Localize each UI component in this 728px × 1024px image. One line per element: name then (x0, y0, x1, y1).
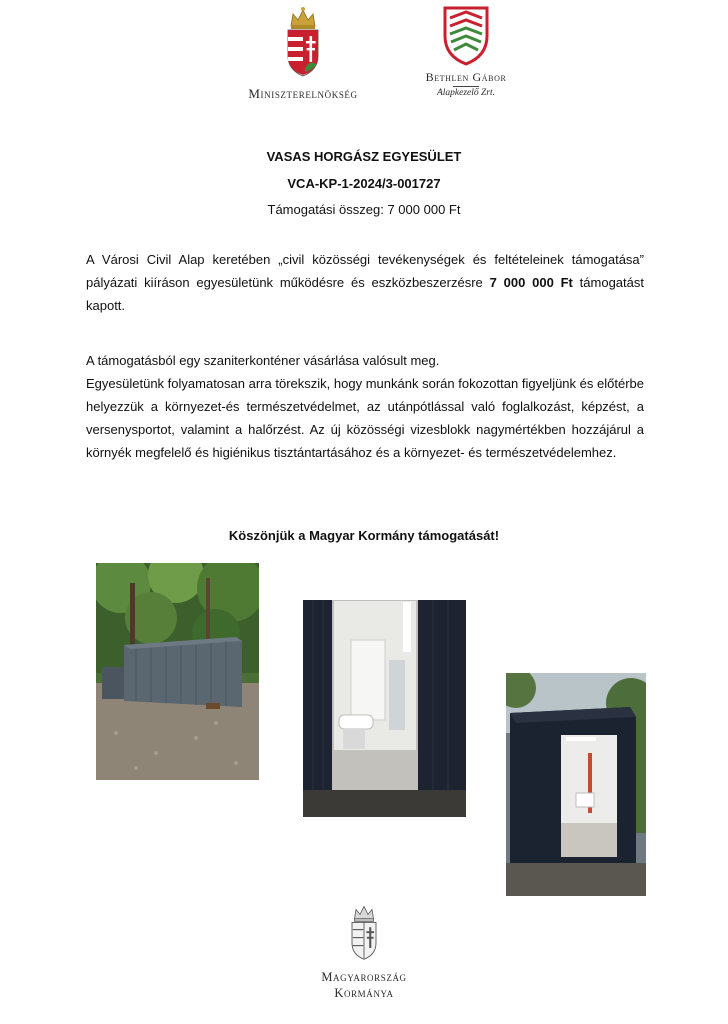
bethlen-gabor-logo-icon (441, 4, 491, 66)
bethlen-gabor-caption: Bethlen Gábor (425, 70, 507, 84)
hungarian-coat-of-arms-icon (348, 900, 380, 964)
paragraph-funding (86, 248, 644, 317)
ministry-caption: Miniszterelnökség (248, 86, 358, 101)
project-code: VCA-KP-1-2024/3-001727 (287, 176, 441, 191)
government-caption-line2: Kormánya (334, 986, 394, 1000)
ministry-logo (222, 4, 384, 102)
paragraph-funding-text: A Városi Civil Alap keretében „civil közösségi tevékenységek és feltételeinek támogatása” pályázati kiíráson egyesületünk működésre és eszközbeszerzésre (86, 252, 644, 290)
government-caption-line1: Magyarország (321, 970, 407, 984)
thanks-line: Köszönjük a Magyar Kormány támogatását! (228, 528, 500, 543)
container-exterior-photo (96, 563, 259, 780)
support-amount: Támogatási összeg: 7 000 000 Ft (267, 202, 461, 217)
bethlen-gabor-logo (410, 4, 522, 98)
container-interior-photo (303, 600, 466, 817)
container-open-door-photo (506, 673, 646, 896)
funding-amount-bold: 7 000 000 Ft (489, 275, 573, 290)
organization-name: VASAS HORGÁSZ EGYESÜLET (266, 149, 462, 164)
paragraph-funding-tail: támogatást kapott. (86, 275, 644, 313)
divider (453, 86, 479, 87)
paragraph-mission: Egyesületünk folyamatosan arra törekszik, hogy munkánk során fokozottan figyeljünk és előtérbe helyezzük a környezet-és természetvédelmet, az utánpótlással való foglalkozást, képzést, a versenysportot, valamint a halőrzést. Az új közösségi vizesblokk nagymértékben hozzájárul a környék megfelelő és higiénikus tisztántartásához és a környezet- és természetvédelemhez. (86, 376, 644, 460)
hungarian-coat-of-arms-icon (283, 4, 323, 80)
paragraph-purchase: A támogatásból egy szaniterkonténer vásárlása valósult meg. (86, 353, 440, 368)
bethlen-gabor-subcaption: Alapkezelő Zrt. (436, 88, 496, 98)
